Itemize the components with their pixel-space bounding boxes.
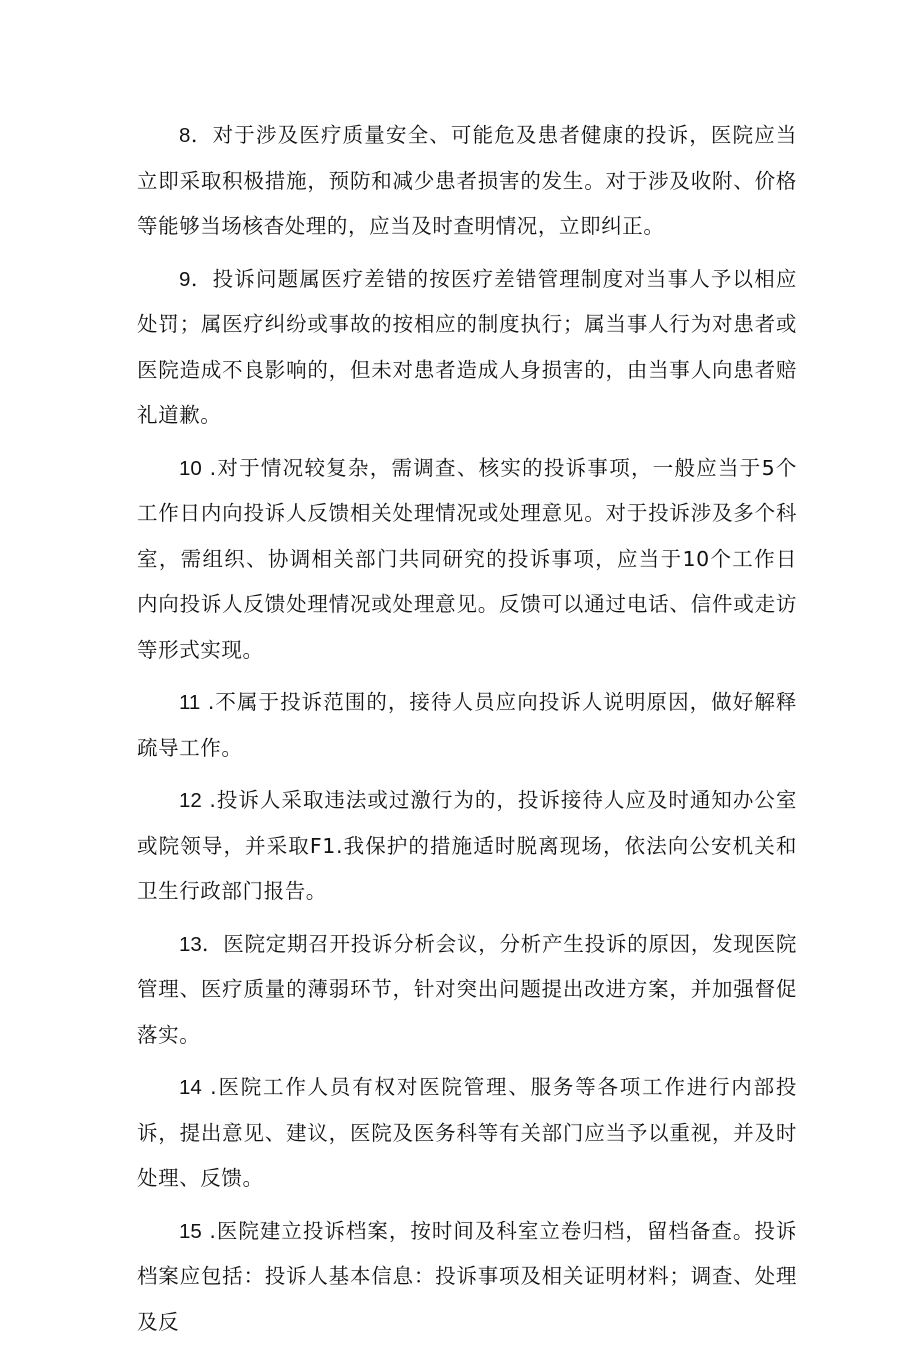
paragraph-number: 11 — [179, 691, 201, 714]
paragraph-text: ．医院定期召开投诉分析会议，分析产生投诉的原因，发现医院管理、医疗质量的薄弱环节，针对突出问题提出改进方案，并加强督促落实。 — [137, 931, 797, 1047]
paragraph-text: .不属于投诉范围的，接待人员应向投诉人说明原因，做好解释疏导工作。 — [137, 690, 797, 760]
paragraph-number: 14 — [179, 1076, 202, 1099]
paragraph-text: .医院工作人员有权对医院管理、服务等各项工作进行内部投诉，提出意见、建议，医院及医务科等有关部门应当予以重视，并及时处理、反馈。 — [137, 1075, 797, 1190]
paragraph-text: ．对于涉及医疗质量安全、可能危及患者健康的投诉，医院应当立即采取积极措施，预防和减少患者损害的发生。对于涉及收附、价格等能够当场核杳处理的，应当及时查明情况，立即纠正。 — [137, 123, 797, 238]
paragraph-15 — [137, 1209, 797, 1346]
paragraph-12 — [137, 778, 797, 915]
paragraph-11 — [137, 680, 797, 771]
paragraph-14 — [137, 1065, 797, 1202]
paragraph-8 — [137, 113, 797, 250]
paragraph-text: ．投诉问题属医疗差错的按医疗差错管理制度对当事人予以相应处罚；属医疗纠纷或事故的按相应的制度执行；属当事人行为对患者或医院造成不良影响的，但未对患者造成人身损害的，由当事人向患者赔礼道歉。 — [137, 266, 797, 427]
paragraph-10 — [137, 446, 797, 674]
paragraph-number: 15 — [179, 1219, 202, 1243]
paragraph-number: 8 — [179, 124, 191, 147]
paragraph-number: 12 — [179, 789, 202, 812]
paragraph-number: 9 — [179, 267, 191, 291]
paragraph-text: .投诉人采取违法或过激行为的，投诉接待人应及时通知办公室或院领导，并采取F1.我保护的措施适时脱离现场，依法向公安机关和卫生行政部门报告。 — [137, 788, 797, 903]
document-body — [137, 113, 797, 1352]
paragraph-9 — [137, 257, 797, 439]
paragraph-text: .对于情况较复杂，需调查、核实的投诉事项，一般应当于5个工作日内向投诉人反馈相关处理情况或处理意见。对于投诉涉及多个科室，需组织、协调相关部门共同研究的投诉事项，应当于10个工作日内向投诉人反馈处理情况或处理意见。反馈可以通过电话、信件或走访等形式实现。 — [137, 455, 797, 662]
paragraph-text: .医院建立投诉档案，按时间及科室立卷归档，留档备查。投诉档案应包括：投诉人基本信息：投诉事项及相关证明材料；调查、处理及反 — [137, 1218, 797, 1334]
paragraph-13 — [137, 922, 797, 1059]
paragraph-number: 13 — [179, 932, 202, 956]
paragraph-number: 10 — [179, 456, 202, 480]
